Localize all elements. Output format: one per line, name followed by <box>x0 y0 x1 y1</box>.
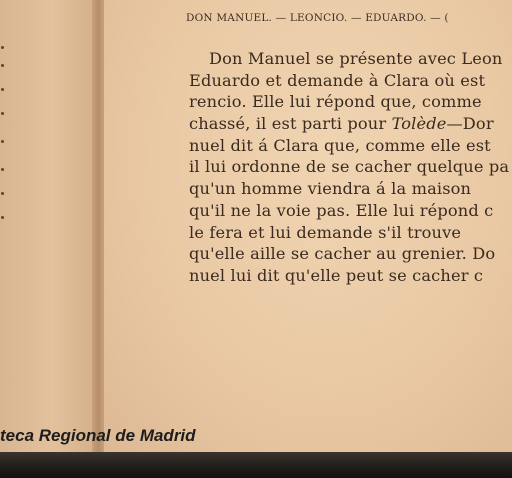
text-line: qu'il ne la voie pas. Elle lui répond c <box>189 200 494 220</box>
text-line: Eduardo et demande à Clara où est <box>189 70 486 90</box>
text-fragment: —Dor <box>446 114 494 134</box>
text-fragment: chassé, il est parti pour <box>189 114 392 134</box>
running-head: DON MANUEL. — LEONCIO. — EDUARDO. — ( <box>186 12 449 24</box>
text-line: rencio. Elle lui répond que, comme <box>189 92 482 112</box>
text-line: qu'elle aille se cacher au grenier. Do <box>189 244 496 264</box>
text-line: nuel dit á Clara que, comme elle est <box>189 135 491 155</box>
italic-place-name: Tolède <box>391 114 447 134</box>
text-line-with-italic <box>189 113 512 135</box>
text-line: Don Manuel se présente avec Leon <box>209 49 503 68</box>
scan-bottom-band <box>0 452 512 478</box>
text-line: il lui ordonne de se cacher quelque pa <box>189 157 510 177</box>
text-line: qu'un homme viendra á la maison <box>189 179 472 199</box>
left-page <box>0 0 96 452</box>
text-line: nuel lui dit qu'elle peut se cacher c <box>189 265 484 285</box>
text-line: le fera et lui demande s'il trouve <box>189 222 462 242</box>
page-text <box>189 48 512 287</box>
library-watermark: teca Regional de Madrid <box>0 426 196 445</box>
left-page-edge-marks <box>0 40 8 240</box>
